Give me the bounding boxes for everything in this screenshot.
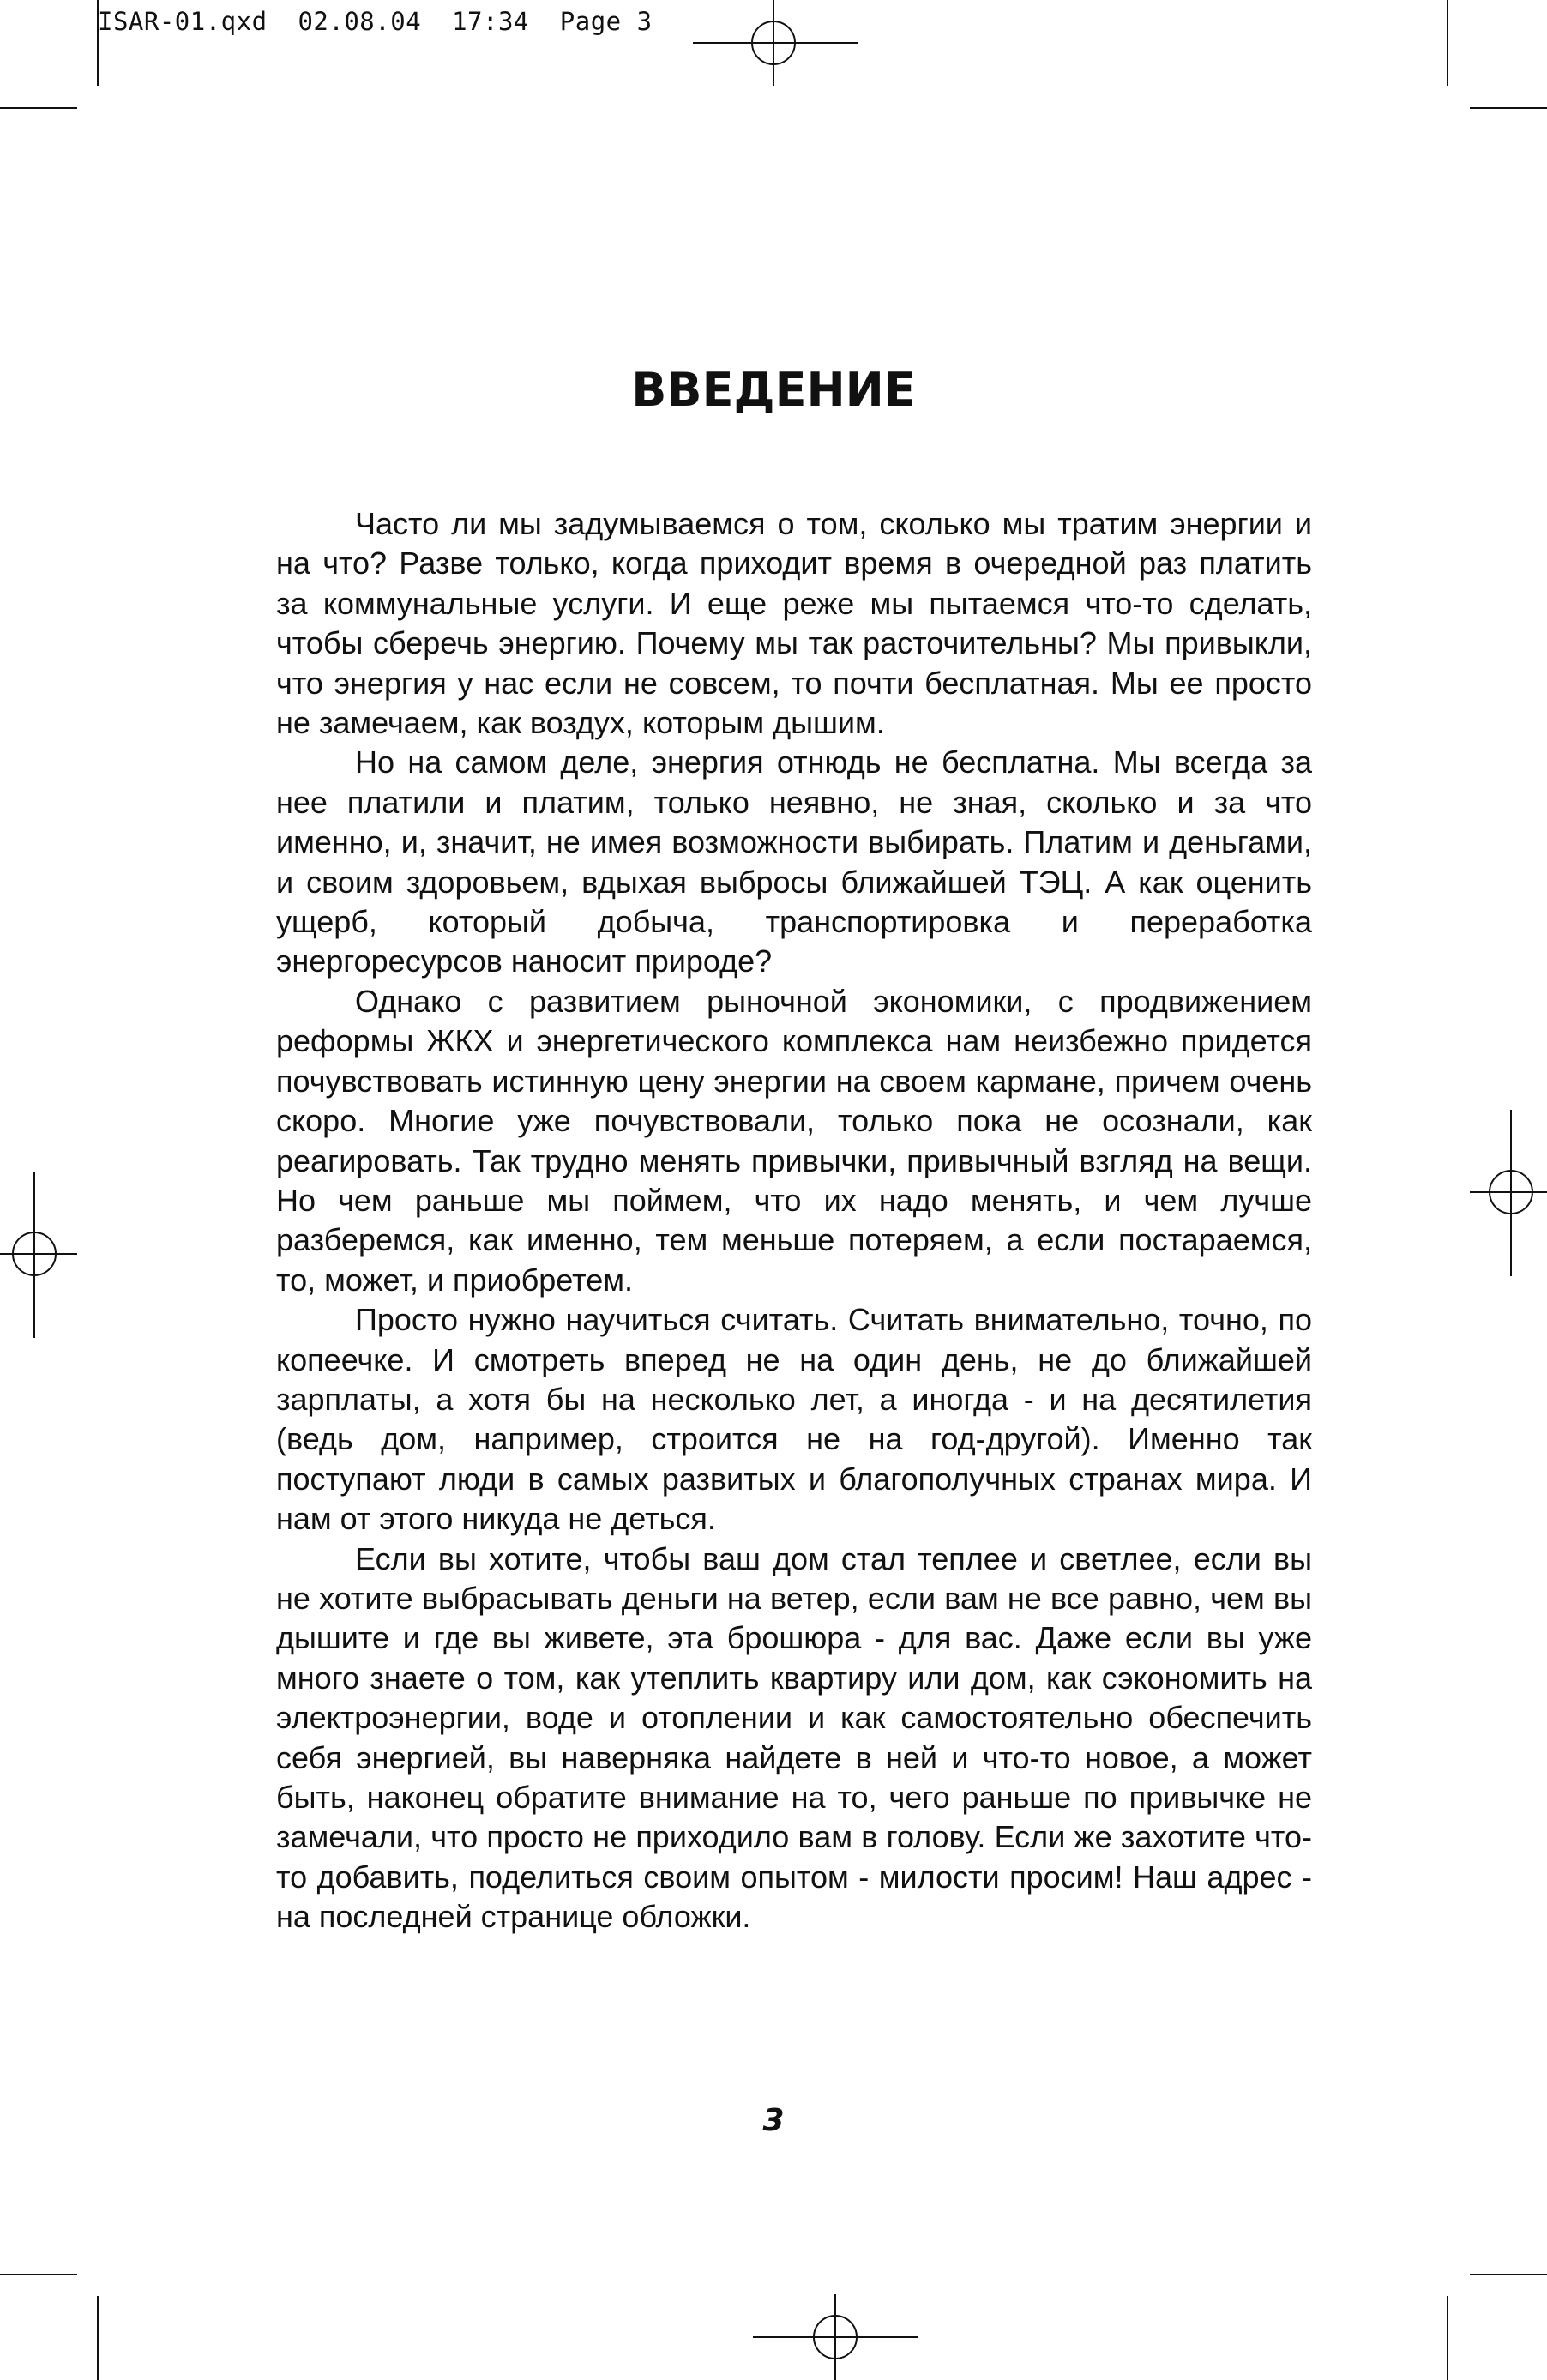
registration-mark-right [1470,1110,1547,1276]
paragraph: Но на самом деле, энергия отнюдь не бесплатна. Мы всегда за нее платили и платим, только неявно, не зная, сколько и за что именно, и, значит, не имея возможности выбирать. Платим и деньгами, и своим здоровьем, вдыхая выбросы ближайшей ТЭЦ. А как оценить ущерб, который добыча, транспортировка и переработка энергоресурсов наносит природе? [276,744,1312,979]
paragraph: Если вы хотите, чтобы ваш дом стал теплее и светлее, если вы не хотите выбрасывать деньги на ветер, если вам не все равно, чем вы дышите и где вы живете, эта брошюра - для вас. Даже если вы уже много знаете о том, как утеплить квартиру или дом, как сэкономить на электроэнергии, воде и отоплении и как самостоятельно обеспечить себя энергией, вы наверняка найдете в ней и что-то новое, а может быть, наконец обратите внимание на то, чего раньше по привычке не замечали, что просто не приходило вам в голову. Если же захотите что-то добавить, поделиться своим опытом - милости просим! Наш адрес - на последней странице обложки. [276,1540,1312,1935]
body-text [276,504,1312,1937]
paragraph: Часто ли мы задумываемся о том, сколько мы тратим энергии и на что? Разве только, когда приходит время в очередной раз платить за коммунальные услуги. И еще реже мы пытаемся что-то сделать, чтобы сберечь энергию. Почему мы так расточительны? Мы привыкли, что энергия у нас если не совсем, то почти бесплатная. Мы ее просто не замечаем, как воздух, которым дышим. [276,506,1312,741]
paragraph: Просто нужно научиться считать. Считать внимательно, точно, по копеечке. И смотреть вперед не на один день, не до ближайшей зарплаты, а хотя бы на несколько лет, а иногда - и на десятилетия (ведь дом, например, строится не на год-другой). Именно так поступают люди в самых развитых и благополучных странах мира. И нам от этого никуда не деться. [276,1302,1312,1537]
chapter-title: ВВЕДЕНИЕ [631,363,916,418]
print-slug-line: ISAR-01.qxd 02.08.04 17:34 Page 3 [98,7,653,36]
paragraph: Однако с развитием рыночной экономики, с продвижением реформы ЖКХ и энергетического комплекса нам неизбежно придется почувствовать истинную цену энергии на своем кармане, причем очень скоро. Многие уже почувствовали, только пока не осознали, как реагировать. Так трудно менять привычки, привычный взгляд на вещи. Но чем раньше мы поймем, что их надо менять, и чем лучше разберемся, как именно, тем меньше потеряем, а если постараемся, то, может, и приобретем. [276,983,1312,1298]
page-number: 3 [762,2103,785,2138]
registration-mark-bottom [753,2294,918,2380]
registration-mark-top [693,0,858,86]
registration-mark-left [0,1172,77,1338]
